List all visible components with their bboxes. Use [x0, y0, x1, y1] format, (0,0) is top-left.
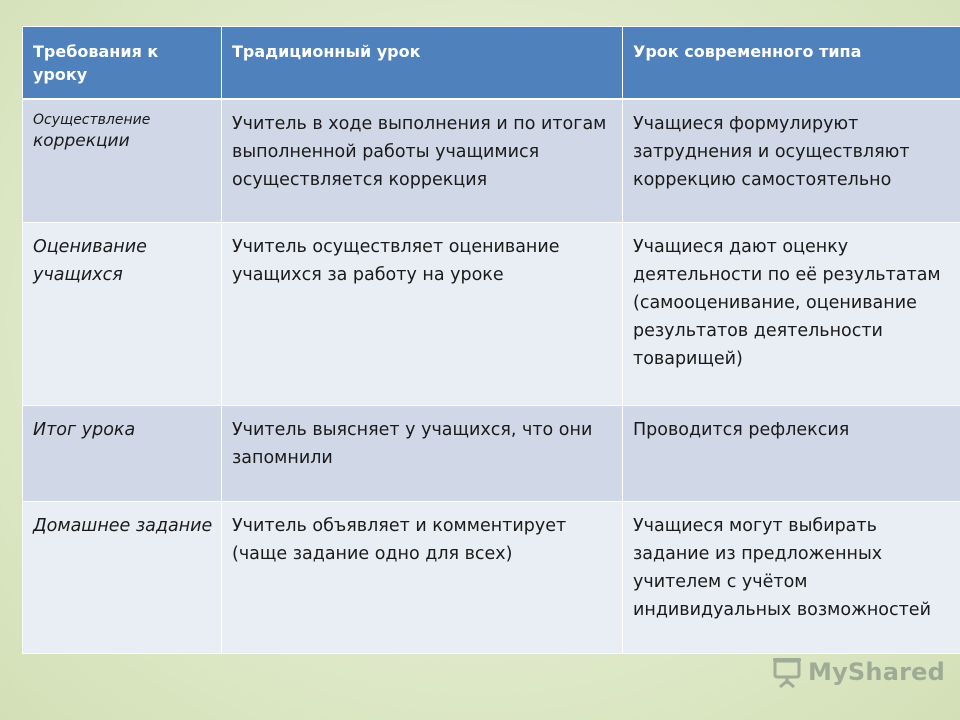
requirement-cell: Оценивание учащихся	[23, 223, 222, 406]
requirement-label-line2: коррекции	[33, 130, 130, 151]
presentation-board-icon	[772, 656, 802, 688]
table-row	[23, 406, 960, 502]
modern-cell: Проводится рефлексия	[623, 406, 960, 502]
table-row	[23, 223, 960, 406]
traditional-cell: Учитель объявляет и комментирует (чаще задание одно для всех)	[222, 502, 623, 654]
requirement-cell	[23, 99, 222, 223]
requirement-cell: Домашнее задание	[23, 502, 222, 654]
requirement-cell: Итог урока	[23, 406, 222, 502]
myshared-watermark	[772, 654, 945, 690]
modern-cell: Учащиеся дают оценку деятельности по её результатам (самооценивание, оценивание результатов деятельности товарищей)	[623, 223, 960, 406]
requirement-label-line1: Осуществление	[33, 111, 151, 128]
traditional-cell: Учитель выясняет у учащихся, что они запомнили	[222, 406, 623, 502]
table-row	[23, 502, 960, 654]
table-body	[23, 99, 960, 654]
comparison-table	[22, 26, 960, 654]
header-requirements: Требования к уроку	[23, 27, 222, 99]
header-traditional-lesson: Традиционный урок	[222, 27, 623, 99]
table-header	[23, 27, 960, 99]
modern-cell: Учащиеся формулируют затруднения и осуществляют коррекцию самостоятельно	[623, 99, 960, 223]
modern-cell: Учащиеся могут выбирать задание из предложенных учителем с учётом индивидуальных возможностей	[623, 502, 960, 654]
watermark-text: MyShared	[808, 658, 945, 686]
header-modern-lesson: Урок современного типа	[623, 27, 960, 99]
header-row	[23, 27, 960, 99]
traditional-cell: Учитель осуществляет оценивание учащихся за работу на уроке	[222, 223, 623, 406]
table-row	[23, 99, 960, 223]
traditional-cell: Учитель в ходе выполнения и по итогам выполненной работы учащимися осуществляется коррекция	[222, 99, 623, 223]
